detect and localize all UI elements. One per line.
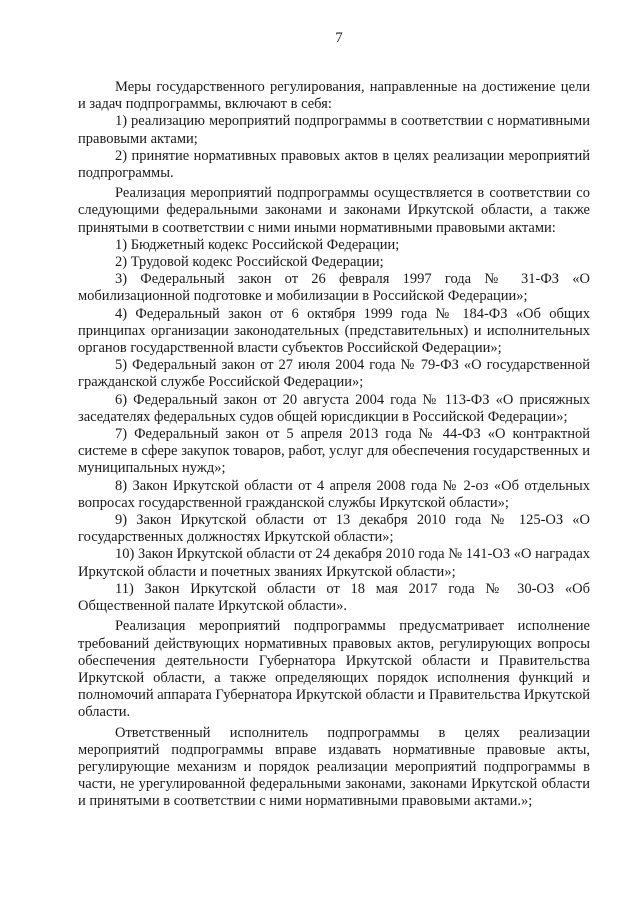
list-item-law-6: 6) Федеральный закон от 20 августа 2004 года № 113-ФЗ «О присяжных заседателях федеральных судов общей юрисдикции в Российской Федерации»; [78,391,590,425]
list-item-law-5: 5) Федеральный закон от 27 июля 2004 года № 79-ФЗ «О государственной гражданской службе Российской Федерации»; [78,357,590,391]
paragraph-intro: Меры государственного регулирования, направленные на достижение цели и задач подпрограммы, включают в себя: [78,79,590,113]
paragraph-implementation: Реализация мероприятий подпрограммы предусматривает исполнение требований действующих нормативных правовых актов, регулирующих вопросы обеспечения деятельности Губернатора Иркутской области и Правительства Иркутской области, а также определяющих порядок исполнения функций и полномочий аппарата Губернатора Иркутской области и Правительства Иркутской области. [78,618,590,721]
page-number: 7 [335,30,343,46]
paragraph-responsible-executor: Ответственный исполнитель подпрограммы в целях реализации мероприятий подпрограммы вправе издавать нормативные правовые акты, регулирующие механизм и порядок реализации мероприятий подпрограммы в части, не урегулированной федеральными законами, законами Иркутской области и принятыми в соответствии с ними нормативными правовыми актами.»; [78,724,590,810]
list-item-measure-2: 2) принятие нормативных правовых актов в целях реализации мероприятий подпрограммы. [78,147,590,182]
list-item-law-7: 7) Федеральный закон от 5 апреля 2013 года № 44-ФЗ «О контрактной системе в сфере закупок товаров, работ, услуг для обеспечения государственных и муниципальных нужд»; [78,426,590,477]
list-item-law-11: 11) Закон Иркутской области от 18 мая 2017 года № 30-ОЗ «Об Общественной палате Иркутской области». [78,580,590,615]
list-item-law-9: 9) Закон Иркутской области от 13 декабря 2010 года № 125-ОЗ «О государственных должностях Иркутской области»; [78,512,590,546]
list-item-law-3: 3) Федеральный закон от 26 февраля 1997 года № 31-ФЗ «О мобилизационной подготовке и мобилизации в Российской Федерации»; [78,271,590,305]
list-item-law-2: 2) Трудовой кодекс Российской Федерации; [115,254,384,271]
document-page [78,30,590,811]
list-item-law-8: 8) Закон Иркутской области от 4 апреля 2008 года № 2-оз «Об отдельных вопросах государственной гражданской службы Иркутской области»; [78,477,590,511]
list-item-law-10: 10) Закон Иркутской области от 24 декабря 2010 года № 141-ОЗ «О наградах Иркутской области и почетных званиях Иркутской области»; [78,546,590,580]
paragraph-legal-basis: Реализация мероприятий подпрограммы осуществляется в соответствии со следующими федеральными законами и законами Иркутской области, а также принятыми в соответствии с ними иными нормативными правовыми актами: [78,185,590,236]
list-item-law-1: 1) Бюджетный кодекс Российской Федерации; [115,236,400,253]
document-body [78,79,590,811]
list-item-law-4: 4) Федеральный закон от 6 октября 1999 года № 184-ФЗ «Об общих принципах организации законодательных (представительных) и исполнительных органов государственной власти субъектов Российской Федерации»; [78,305,590,357]
list-item-measure-1: 1) реализацию мероприятий подпрограммы в соответствии с нормативными правовыми актами; [78,113,590,147]
